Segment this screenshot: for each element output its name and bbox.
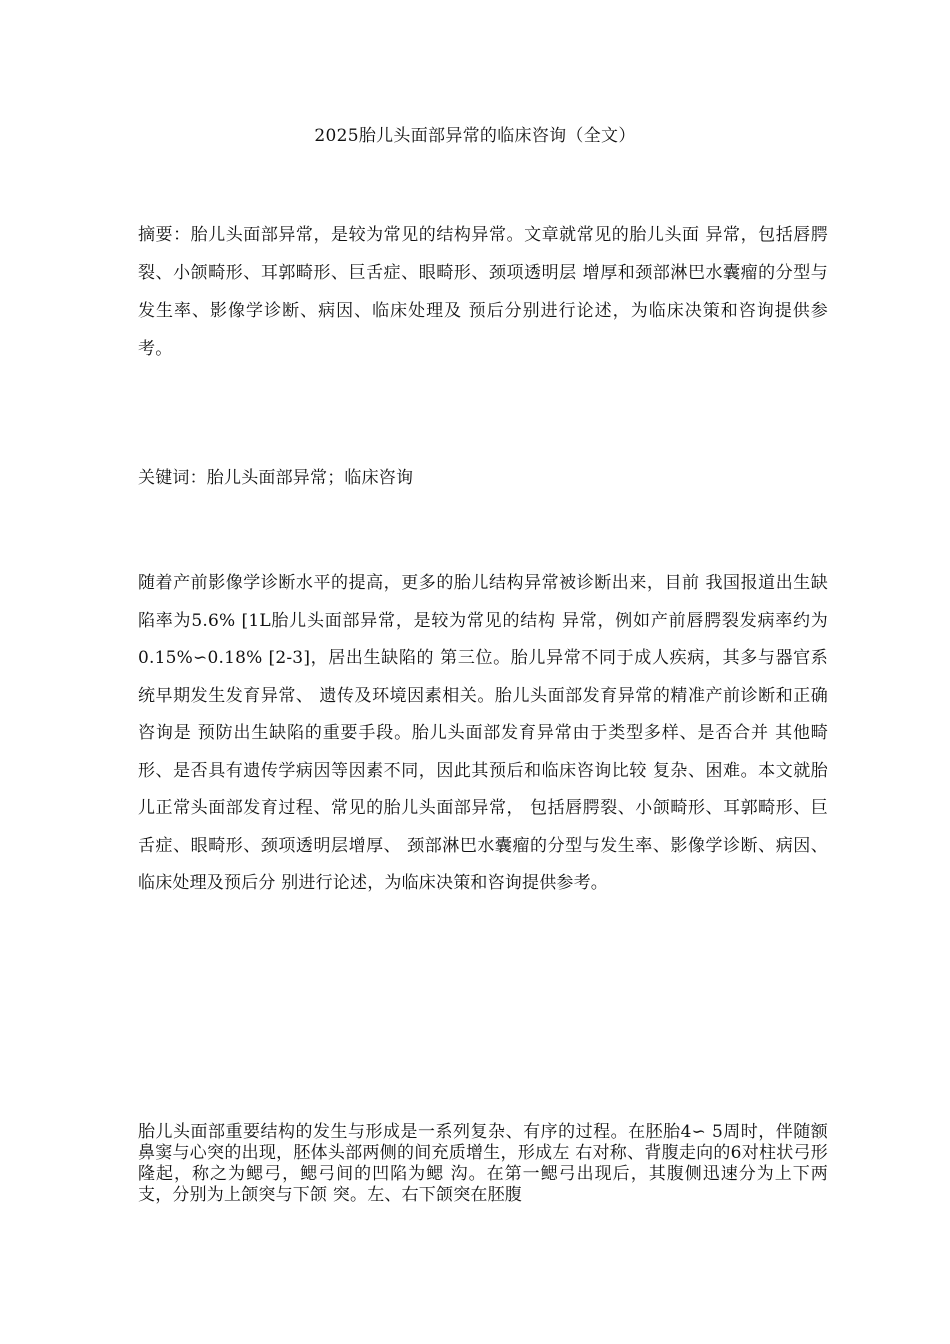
keywords-line: 关键词：胎儿头面部异常；临床咨询	[138, 468, 414, 488]
intro-paragraph: 随着产前影像学诊断水平的提高，更多的胎儿结构异常被诊断出来，目前 我国报道出生缺陷率为5.6% [1L胎儿头面部异常，是较为常见的结构 异常，例如产前唇腭裂发病率约为0.15%∽0.18% [2-3]，居出生缺陷的 第三位。胎儿异常不同于成人疾病，其多与器官系统早期发生发育异常、 遗传及环境因素相关。胎儿头面部发育异常的精准产前诊断和正确咨询是 预防出生缺陷的重要手段。胎儿头面部发育异常由于类型多样、是否合并 其他畸形、是否具有遗传学病因等因素不同，因此其预后和临床咨询比较 复杂、困难。本文就胎儿正常头面部发育过程、常见的胎儿头面部异常， 包括唇腭裂、小颌畸形、耳郭畸形、巨舌症、眼畸形、颈项透明层增厚、 颈部淋巴水囊瘤的分型与发生率、影像学诊断、病因、临床处理及预后分 别进行论述，为临床决策和咨询提供参考。	[138, 573, 828, 893]
abstract-paragraph: 摘要：胎儿头面部异常，是较为常见的结构异常。文章就常见的胎儿头面 异常，包括唇腭裂、小颌畸形、耳郭畸形、巨舌症、眼畸形、颈项透明层 增厚和颈部淋巴水囊瘤的分型与发生率、影像学诊断、病因、临床处理及 预后分别进行论述，为临床决策和咨询提供参考。	[138, 225, 828, 359]
document-title: 2025胎儿头面部异常的临床咨询（全文）	[314, 126, 636, 146]
development-paragraph: 胎儿头面部重要结构的发生与形成是一系列复杂、有序的过程。在胚胎4∽ 5周时，伴随额鼻窦与心突的出现，胚体头部两侧的间充质增生，形成左 右对称、背腹走向的6对柱状弓形隆起，称之为鳃弓，鳃弓间的凹陷为鳃 沟。在第一鳃弓出现后，其腹侧迅速分为上下两支，分别为上颌突与下颌 突。左、右下颌突在胚腹	[138, 1122, 828, 1205]
